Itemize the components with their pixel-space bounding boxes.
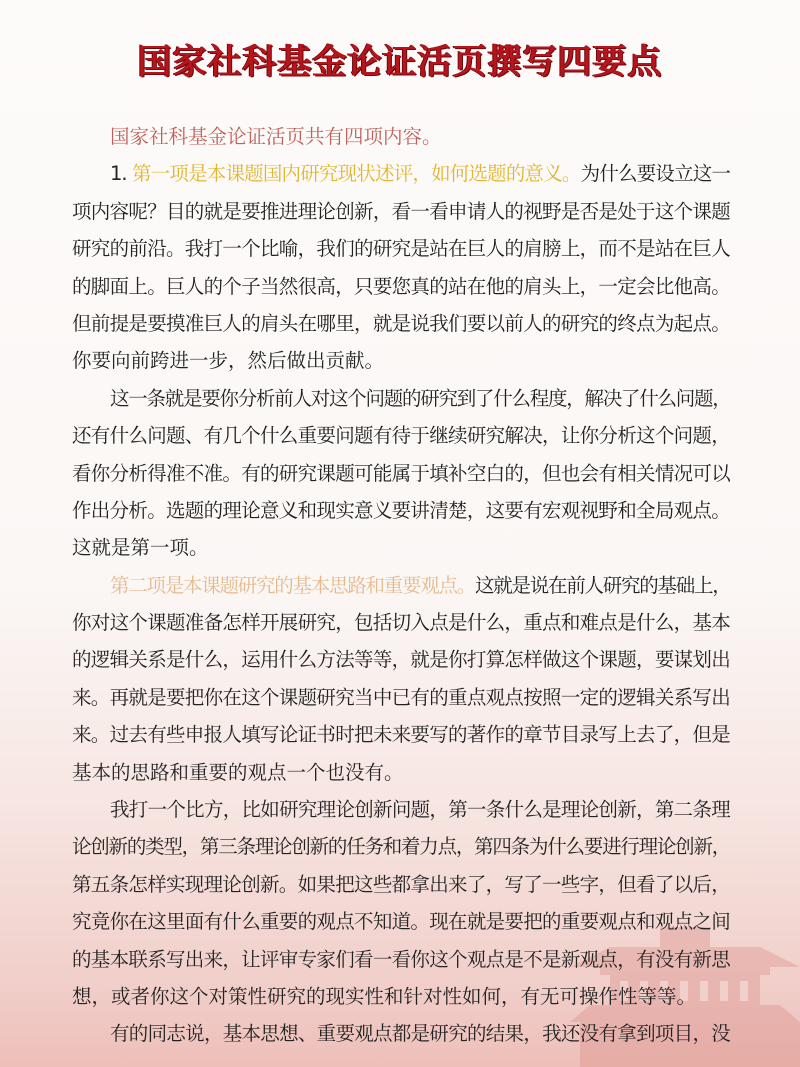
body-text: 论创新的类型，第三条理论创新的任务和着力点，第四条为什么要进行理论创新，: [72, 835, 730, 859]
body-text: 这就是第一项。: [72, 536, 209, 560]
body-text: 但前提是要摸准巨人的肩头在哪里，就是说我们要以前人的研究的终点为起点。: [72, 311, 730, 335]
text-line: [72, 342, 730, 379]
body-text: 的脚面上。巨人的个子当然很高，只要您真的站在他的肩头上，一定会比他高。: [72, 274, 730, 298]
text-line: [72, 791, 730, 828]
text-line: [72, 754, 730, 791]
text-line: [72, 978, 730, 1015]
text-line: [72, 118, 730, 155]
text-line: [72, 417, 730, 454]
body-text: 基本的思路和重要的观点一个也没有。: [72, 760, 404, 784]
highlighted-heading-text: 第二项是本课题研究的基本思路和重要观点。: [110, 573, 476, 597]
text-line: [72, 193, 730, 230]
text-line: [72, 866, 730, 903]
intro-text: 国家社科基金论证活页共有四项内容。: [110, 125, 442, 148]
highlighted-heading-text: 第一项是本课题国内研究现状述评，如何选题的意义。: [132, 162, 581, 186]
text-line: [72, 380, 730, 417]
body-text: 研究的前沿。我打一个比喻，我们的研究是站在巨人的肩膀上，而不是站在巨人: [72, 237, 730, 261]
text-line: [72, 230, 730, 267]
text-line: [72, 529, 730, 566]
body-text: 究竟你在这里面有什么重要的观点不知道。现在就是要把的重要观点和观点之间: [72, 910, 730, 934]
text-line: [72, 604, 730, 641]
body-text: 项内容呢？目的就是要推进理论创新，看一看申请人的视野是否是处于这个课题: [72, 199, 730, 223]
text-line: [72, 155, 730, 192]
text-line: [72, 903, 730, 940]
body-text: 你要向前跨进一步，然后做出贡献。: [72, 349, 385, 373]
text-line: [72, 567, 730, 604]
text-line: [72, 828, 730, 865]
body-text: 有的同志说，基本思想、重要观点都是研究的结果，我还没有拿到项目，没: [110, 1022, 730, 1046]
document-body: [72, 118, 730, 1053]
text-line: [72, 679, 730, 716]
text-line: [72, 455, 730, 492]
text-line: [72, 492, 730, 529]
body-text: 来。再就是要把你在这个课题研究当中已有的重点观点按照一定的逻辑关系写出: [72, 685, 730, 709]
text-line: [72, 1015, 730, 1052]
text-line: [72, 941, 730, 978]
body-text: 还有什么问题、有几个什么重要问题有待于继续研究解决，让你分析这个问题，: [72, 424, 730, 448]
text-line: [72, 641, 730, 678]
body-text: 的基本联系写出来，让评审专家们看一看你这个观点是不是新观点，有没有新思: [72, 947, 730, 971]
body-text: 这就是说在前人研究的基础上，: [475, 573, 731, 597]
body-text: 我打一个比方，比如研究理论创新问题，第一条什么是理论创新，第二条理: [110, 798, 730, 822]
text-line: [72, 305, 730, 342]
body-text: 来。过去有些申报人填写论证书时把未来要写的著作的章节目录写上去了，但是: [72, 723, 730, 747]
body-text: 看你分析得准不准。有的研究课题可能属于填补空白的，但也会有相关情况可以: [72, 461, 730, 485]
text-line: [72, 268, 730, 305]
body-text: 这一条就是要你分析前人对这个问题的研究到了什么程度，解决了什么问题，: [110, 386, 731, 410]
page-title: 国家社科基金论证活页撰写四要点: [137, 42, 663, 82]
text-line: [72, 716, 730, 753]
body-text: 为什么要设立这一: [580, 162, 730, 186]
body-text: 第五条怎样实现理论创新。如果把这些都拿出来了，写了一些字，但看了以后，: [72, 872, 730, 896]
body-text: 1.: [110, 162, 132, 186]
body-text: 想，或者你这个对策性研究的现实性和针对性如何，有无可操作性等等。: [72, 984, 697, 1008]
body-text: 的逻辑关系是什么，运用什么方法等等，就是你打算怎样做这个课题，要谋划出: [72, 648, 730, 672]
body-text: 作出分析。选题的理论意义和现实意义要讲清楚，这要有宏观视野和全局观点。: [72, 498, 730, 522]
body-text: 你对这个课题准备怎样开展研究，包括切入点是什么，重点和难点是什么，基本: [72, 611, 730, 635]
